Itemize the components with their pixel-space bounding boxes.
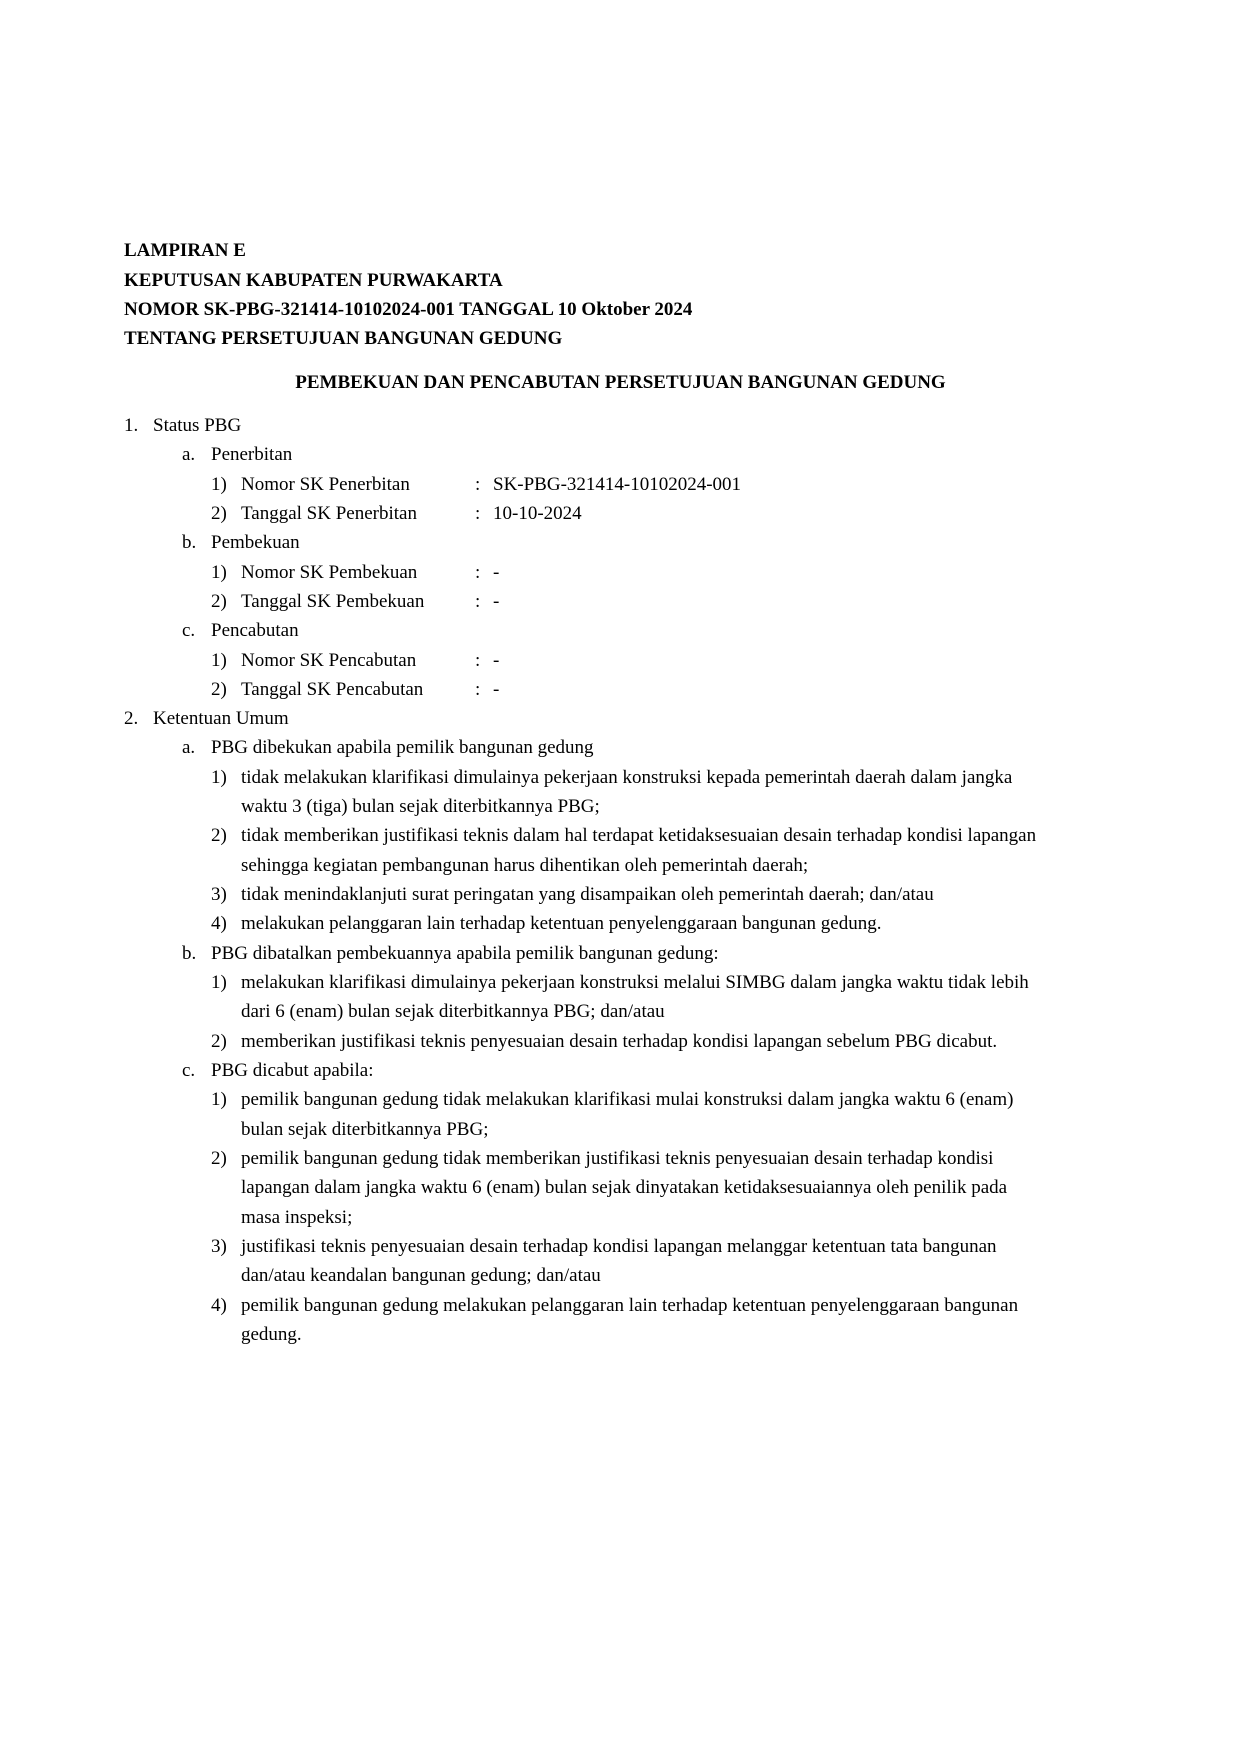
item-2c2-line-3: masa inspeksi; <box>241 1207 353 1228</box>
item-1c1-number: 1) <box>211 650 227 671</box>
header-line-4: TENTANG PERSETUJUAN BANGUNAN GEDUNG <box>124 328 563 349</box>
item-2a3-line-1: tidak menindaklanjuti surat peringatan yang disampaikan oleh pemerintah daerah; dan/atau <box>241 884 934 905</box>
item-1a-label: Penerbitan <box>211 444 293 465</box>
section-1-heading: Status PBG <box>153 415 242 436</box>
item-2c2-line-1: pemilik bangunan gedung tidak memberikan justifikasi teknis penyesuaian desain terhadap kondisi <box>241 1148 994 1169</box>
item-1b2-value: - <box>493 591 500 612</box>
item-1b1-number: 1) <box>211 562 227 583</box>
header-line-3: NOMOR SK-PBG-321414-10102024-001 TANGGAL 10 Oktober 2024 <box>124 299 693 320</box>
item-1b-letter: b. <box>182 532 197 553</box>
header-line-1: LAMPIRAN E <box>124 240 246 261</box>
item-2c4-line-2: gedung. <box>241 1324 302 1345</box>
item-1c2-label: Tanggal SK Pencabutan <box>241 679 424 700</box>
item-2a2-line-2: sehingga kegiatan pembangunan harus dihentikan oleh pemerintah daerah; <box>241 855 809 876</box>
item-1c2-number: 2) <box>211 679 227 700</box>
item-2b2-number: 2) <box>211 1031 227 1052</box>
item-1b2-number: 2) <box>211 591 227 612</box>
item-2a2-line-1: tidak memberikan justifikasi teknis dalam hal terdapat ketidaksesuaian desain terhadap kondisi lapangan <box>241 825 1037 846</box>
item-2a4-line-1: melakukan pelanggaran lain terhadap ketentuan penyelenggaraan bangunan gedung. <box>241 913 882 934</box>
item-1a-letter: a. <box>182 444 196 465</box>
item-2a2-number: 2) <box>211 825 227 846</box>
item-1b2-label: Tanggal SK Pembekuan <box>241 591 425 612</box>
item-2a1-line-1: tidak melakukan klarifikasi dimulainya pekerjaan konstruksi kepada pemerintah daerah dalam jangka <box>241 767 1013 788</box>
item-1a1-colon: : <box>475 474 481 495</box>
item-2a-letter: a. <box>182 737 196 758</box>
item-2b2-line-1: memberikan justifikasi teknis penyesuaian desain terhadap kondisi lapangan sebelum PBG dicabut. <box>241 1031 998 1052</box>
item-1c1-colon: : <box>475 650 481 671</box>
page-title: PEMBEKUAN DAN PENCABUTAN PERSETUJUAN BANGUNAN GEDUNG <box>295 372 946 393</box>
item-1a2-value: 10-10-2024 <box>493 503 582 524</box>
item-2b1-line-1: melakukan klarifikasi dimulainya pekerjaan konstruksi melalui SIMBG dalam jangka waktu tidak lebih <box>241 972 1029 993</box>
item-1c2-colon: : <box>475 679 481 700</box>
item-1c1-label: Nomor SK Pencabutan <box>241 650 417 671</box>
item-1b2-colon: : <box>475 591 481 612</box>
item-1b1-colon: : <box>475 562 481 583</box>
item-2a3-number: 3) <box>211 884 227 905</box>
item-1b1-value: - <box>493 562 500 583</box>
item-2c3-number: 3) <box>211 1236 227 1257</box>
section-2-number: 2. <box>124 708 139 729</box>
item-1a2-number: 2) <box>211 503 227 524</box>
item-1a1-number: 1) <box>211 474 227 495</box>
item-2b-letter: b. <box>182 943 197 964</box>
item-2b1-line-2: dari 6 (enam) bulan sejak diterbitkannya PBG; dan/atau <box>241 1001 665 1022</box>
item-2c3-line-1: justifikasi teknis penyesuaian desain terhadap kondisi lapangan melanggar ketentuan tata bangunan <box>241 1236 997 1257</box>
item-1a1-label: Nomor SK Penerbitan <box>241 474 410 495</box>
item-2c-letter: c. <box>182 1060 196 1081</box>
item-2a1-line-2: waktu 3 (tiga) bulan sejak diterbitkannya PBG; <box>241 796 600 817</box>
item-1c2-value: - <box>493 679 500 700</box>
item-2b1-number: 1) <box>211 972 227 993</box>
item-2c2-line-2: lapangan dalam jangka waktu 6 (enam) bulan sejak dinyatakan ketidaksesuaiannya oleh penilik pada <box>241 1177 1008 1198</box>
item-1c-letter: c. <box>182 620 196 641</box>
item-1a2-colon: : <box>475 503 481 524</box>
item-2a-label: PBG dibekukan apabila pemilik bangunan gedung <box>211 737 594 758</box>
item-1a2-label: Tanggal SK Penerbitan <box>241 503 417 524</box>
header-line-2: KEPUTUSAN KABUPATEN PURWAKARTA <box>124 270 503 291</box>
item-1c1-value: - <box>493 650 500 671</box>
item-2c3-line-2: dan/atau keandalan bangunan gedung; dan/atau <box>241 1265 601 1286</box>
item-1b-label: Pembekuan <box>211 532 300 553</box>
item-2b-label: PBG dibatalkan pembekuannya apabila pemilik bangunan gedung: <box>211 943 719 964</box>
item-2a4-number: 4) <box>211 913 227 934</box>
item-2c-label: PBG dicabut apabila: <box>211 1060 374 1081</box>
item-2c4-line-1: pemilik bangunan gedung melakukan pelanggaran lain terhadap ketentuan penyelenggaraan bangunan <box>241 1295 1019 1316</box>
item-1a1-value: SK-PBG-321414-10102024-001 <box>493 474 742 495</box>
item-2c1-number: 1) <box>211 1089 227 1110</box>
item-2c1-line-2: bulan sejak diterbitkannya PBG; <box>241 1119 489 1140</box>
item-1c-label: Pencabutan <box>211 620 299 641</box>
item-2c1-line-1: pemilik bangunan gedung tidak melakukan klarifikasi mulai konstruksi dalam jangka waktu 6 (enam) <box>241 1089 1014 1110</box>
item-2c4-number: 4) <box>211 1295 227 1316</box>
section-1-number: 1. <box>124 415 139 436</box>
item-2a1-number: 1) <box>211 767 227 788</box>
section-2-heading: Ketentuan Umum <box>153 708 289 729</box>
item-2c2-number: 2) <box>211 1148 227 1169</box>
item-1b1-label: Nomor SK Pembekuan <box>241 562 418 583</box>
